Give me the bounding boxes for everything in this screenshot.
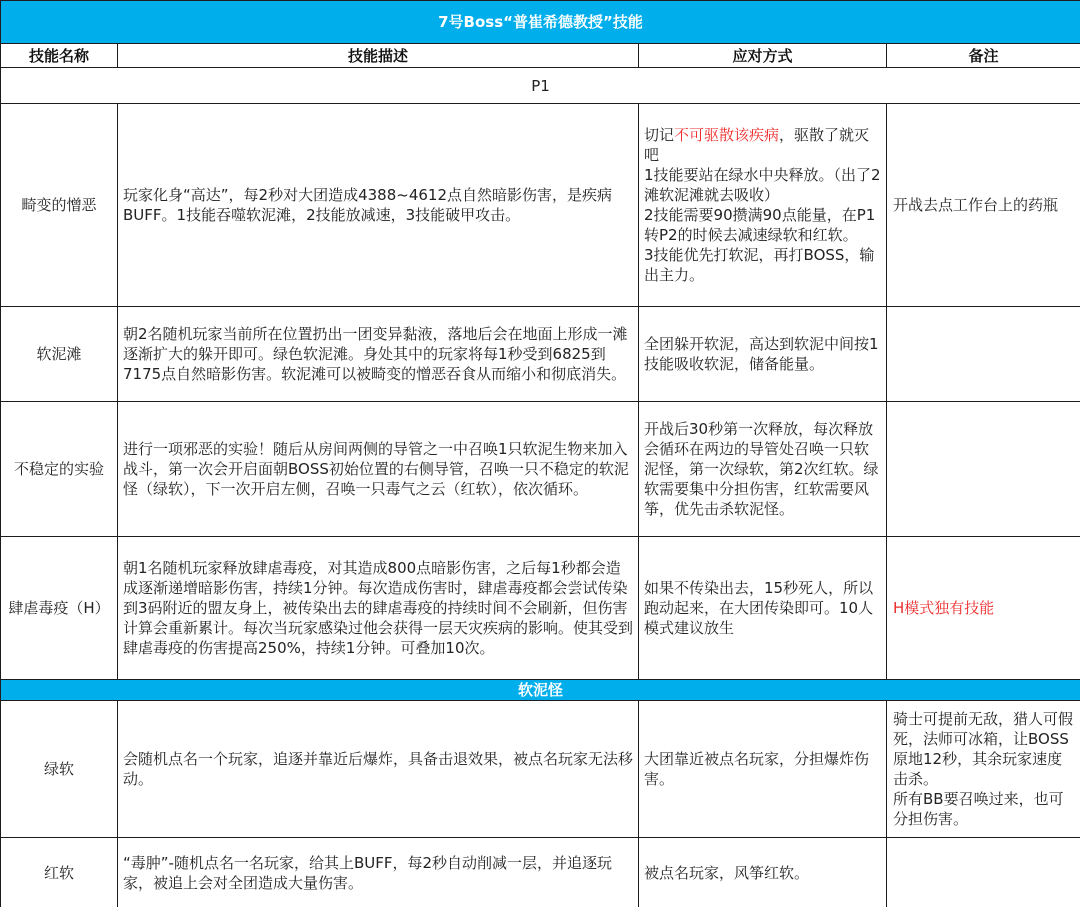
response-prefix: 切记 (644, 126, 675, 144)
note-line: 所有BB要召唤过来，也可分担伤害。 (893, 790, 1064, 828)
skill-description: 朝1名随机玩家释放肆虐毒疫，对其造成800点暗影伤害，之后每1秒都会造成逐渐递增暗影伤害，持续1分钟。每次造成伤害时，肆虐毒疫都会尝试传染到3码附近的盟友身上，被传染出去的肆虐毒疫的持续时间不会刷新，但伤害计算会重新累计。每次当玩家感染过他会获得一层天灾疾病的影响。使其受到肆虐毒疫的伤害提高250%，持续1分钟。可叠加10次。 (118, 537, 639, 680)
title-row (1, 1, 1080, 44)
skill-name: 肆虐毒疫（H） (1, 537, 118, 680)
response-line: 3技能优先打软泥，再打BOSS，输出主力。 (644, 246, 875, 284)
skill-response: 被点名玩家，风筝红软。 (639, 838, 887, 907)
skill-response: 大团靠近被点名玩家，分担爆炸伤害。 (639, 701, 887, 838)
skill-description: 朝2名随机玩家当前所在位置扔出一团变异黏液，落地后会在地面上形成一滩逐渐扩大的躲开即可。绿色软泥滩。身处其中的玩家将每1秒受到6825到7175点自然暗影伤害。软泥滩可以被畸变的憎恶吞食从而缩小和彻底消失。 (118, 307, 639, 402)
note-line: 骑士可提前无敌，猎人可假死，法师可冰箱，让BOSS原地12秒，其余玩家速度击杀。 (893, 710, 1074, 788)
section-row-slimes (1, 680, 1080, 701)
skill-description: 会随机点名一个玩家，追逐并靠近后爆炸，具备击退效果，被点名玩家无法移动。 (118, 701, 639, 838)
skill-notes (887, 838, 1080, 907)
skill-notes (887, 402, 1080, 537)
table-row (1, 838, 1080, 907)
column-header-notes: 备注 (887, 44, 1080, 68)
skill-description: 玩家化身“高达”，每2秒对大团造成4388~4612点自然暗影伤害，是疾病BUFF。1技能吞噬软泥滩，2技能放减速，3技能破甲攻击。 (118, 104, 639, 307)
phase-row-p1 (1, 68, 1080, 104)
dispel-warning: 不可驱散该疾病 (674, 126, 780, 144)
column-header-description: 技能描述 (118, 44, 639, 68)
table-row (1, 104, 1080, 307)
skill-description: 进行一项邪恶的实验！随后从房间两侧的导管之一中召唤1只软泥生物来加入战斗，第一次会开启面朝BOSS初始位置的右侧导管，召唤一只不稳定的软泥怪（绿软），下一次开启左侧，召唤一只毒气之云（红软），依次循环。 (118, 402, 639, 537)
skill-name: 红软 (1, 838, 118, 907)
skill-notes (887, 307, 1080, 402)
phase-label: P1 (1, 68, 1080, 104)
table-title: 7号Boss“普崔希德教授”技能 (1, 1, 1080, 44)
skill-notes: 开战去点工作台上的药瓶 (887, 104, 1080, 307)
skill-response: 如果不传染出去，15秒死人，所以跑动起来，在大团传染即可。10人模式建议放生 (639, 537, 887, 680)
table-row (1, 537, 1080, 680)
skill-name: 绿软 (1, 701, 118, 838)
column-header-name: 技能名称 (1, 44, 118, 68)
skill-response: 开战后30秒第一次释放，每次释放会循环在两边的导管处召唤一只软泥怪，第一次绿软，第2次红软。绿软需要集中分担伤害，红软需要风筝，优先击杀软泥怪。 (639, 402, 887, 537)
skill-name: 畸变的憎恶 (1, 104, 118, 307)
skill-response: 全团躲开软泥，高达到软泥中间按1技能吸收软泥，储备能量。 (639, 307, 887, 402)
skill-notes (887, 701, 1080, 838)
table-row (1, 701, 1080, 838)
section-label: 软泥怪 (1, 680, 1080, 701)
response-suffix: ，驱散了就灭吧 (644, 126, 870, 164)
response-line: 2技能需要90攒满90点能量，在P1转P2的时候去减速绿软和红软。 (644, 206, 876, 244)
skill-name: 不稳定的实验 (1, 402, 118, 537)
response-line: 1技能要站在绿水中央释放。（出了2滩软泥滩就去吸收） (644, 166, 881, 204)
table-row (1, 402, 1080, 537)
skill-description: “毒肿”-随机点名一名玩家，给其上BUFF，每2秒自动削减一层，并追逐玩家，被追上会对全团造成大量伤害。 (118, 838, 639, 907)
skill-response (639, 104, 887, 307)
column-header-response: 应对方式 (639, 44, 887, 68)
heroic-only-note: H模式独有技能 (887, 537, 1080, 680)
column-header-row (1, 44, 1080, 68)
skill-name: 软泥滩 (1, 307, 118, 402)
table-row (1, 307, 1080, 402)
